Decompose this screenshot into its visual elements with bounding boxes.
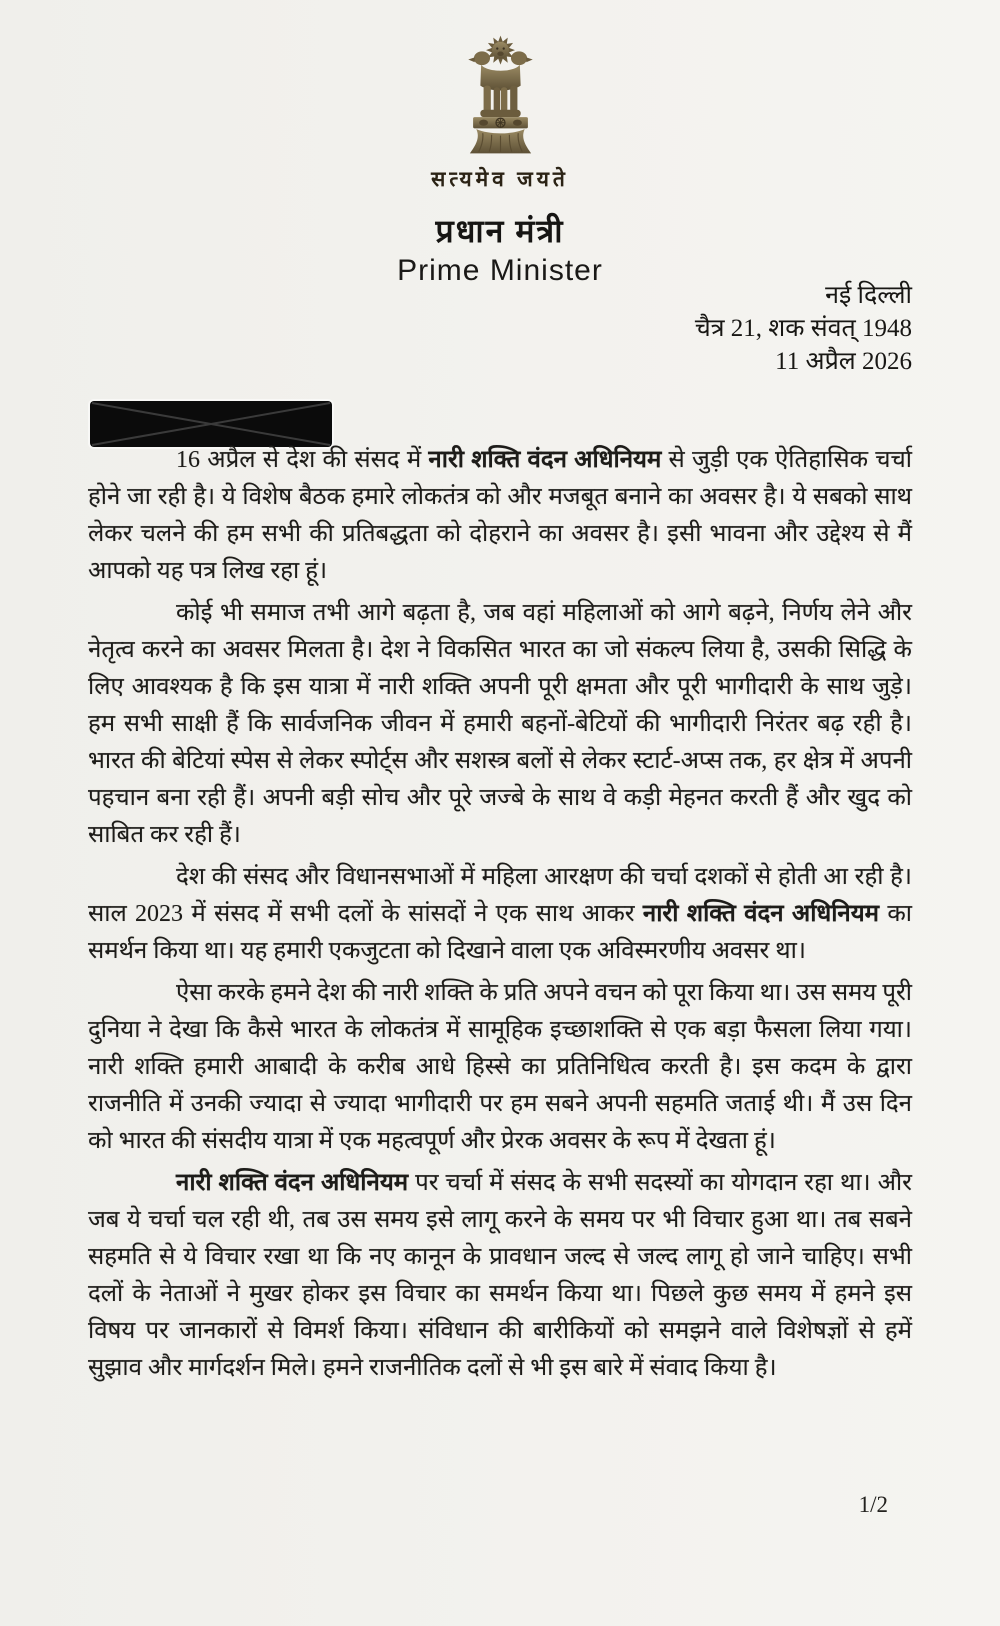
redacted-address-block — [90, 401, 332, 447]
dateline-saka-date: चैत्र 21, शक संवत् 1948 — [694, 315, 912, 342]
page-number: 1/2 — [858, 1492, 888, 1517]
letterhead — [0, 26, 1000, 288]
ashoka-lion-capital-icon — [452, 26, 549, 163]
national-emblem — [0, 26, 1000, 163]
letter-paragraph: देश की संसद और विधानसभाओं में महिला आरक्षण की चर्चा दशकों से होती आ रही है। साल 2023 में संसद में सभी दलों के सांसदों ने एक साथ आकर नारी शक्ति वंदन अधिनियम का समर्थन किया था। यह हमारी एकजुटता को दिखाने वाला एक अविस्मरणीय अवसर था। — [88, 864, 912, 964]
letter-paragraph: कोई भी समाज तभी आगे बढ़ता है, जब वहां महिलाओं को आगे बढ़ने, निर्णय लेने और नेतृत्व करने का अवसर मिलता है। देश ने विकसित भारत का जो संकल्प लिया है, उसकी सिद्धि के लिए आवश्यक है कि इस यात्रा में नारी शक्ति अपनी पूरी क्षमता और पूरी भागीदारी के साथ जुड़े। हम सभी साक्षी हैं कि सार्वजनिक जीवन में हमारी बहनों-बेटियों की भागीदारी निरंतर बढ़ रही है। भारत की बेटियां स्पेस से लेकर स्पोर्ट्स और सशस्त्र बलों से लेकर स्टार्ट-अप्स तक, हर क्षेत्र में अपनी पहचान बना रही हैं। अपनी बड़ी सोच और पूरे जज्बे के साथ वे कड़ी मेहनत करती हैं और खुद को साबित कर रही हैं। — [88, 600, 912, 848]
dateline — [695, 279, 912, 378]
letter-paragraph: ऐसा करके हमने देश की नारी शक्ति के प्रति अपने वचन को पूरा किया था। उस समय पूरी दुनिया ने देखा कि कैसे भारत के लोकतंत्र में सामूहिक इच्छाशक्ति से एक बड़ा फैसला लिया गया। नारी शक्ति हमारी आबादी के करीब आधे हिस्से का प्रतिनिधित्व करती है। इस कदम के द्वारा राजनीति में उनकी ज्यादा से ज्यादा भागीदारी पर हम सबने अपनी सहमति जताई थी। मैं उस दिन को भारत की संसदीय यात्रा में एक महत्वपूर्ण और प्रेरक अवसर के रूप में देखता हूं। — [88, 980, 912, 1154]
dateline-gregorian-date: 11 अप्रैल 2026 — [775, 348, 912, 375]
title-english: Prime Minister — [397, 254, 603, 287]
dateline-place: नई दिल्ली — [825, 282, 912, 309]
title-hindi: प्रधान मंत्री — [435, 213, 565, 249]
redaction-box-icon — [90, 401, 332, 447]
letter-body — [88, 442, 912, 1392]
letter-paragraph: 16 अप्रैल से देश की संसद में नारी शक्ति वंदन अधिनियम से जुड़ी एक ऐतिहासिक चर्चा होने जा रही है। ये विशेष बैठक हमारे लोकतंत्र को और मजबूत बनाने का अवसर है। ये सबको साथ लेकर चलने की हम सभी की प्रतिबद्धता को दोहराने का अवसर है। इसी भावना और उद्देश्य से मैं आपको यह पत्र लिख रहा हूं। — [88, 447, 912, 584]
emblem-motto: सत्यमेव जयते — [431, 167, 569, 191]
letter-paragraph: नारी शक्ति वंदन अधिनियम पर चर्चा में संसद के सभी सदस्यों का योगदान रहा था। और जब ये चर्चा चल रही थी, तब उस समय इसे लागू करने के समय पर भी विचार हुआ था। तब सबने सहमति से ये विचार रखा था कि नए कानून के प्रावधान जल्द से जल्द लागू हो जाने चाहिए। सभी दलों के नेताओं ने मुखर होकर इस विचार का समर्थन किया था। पिछले कुछ समय में हमने इस विषय पर जानकारों से विमर्श किया। संविधान की बारीकियों को समझने वाले विशेषज्ञों से हमें सुझाव और मार्गदर्शन मिले। हमने राजनीतिक दलों से भी इस बारे में संवाद किया है। — [88, 1170, 912, 1381]
